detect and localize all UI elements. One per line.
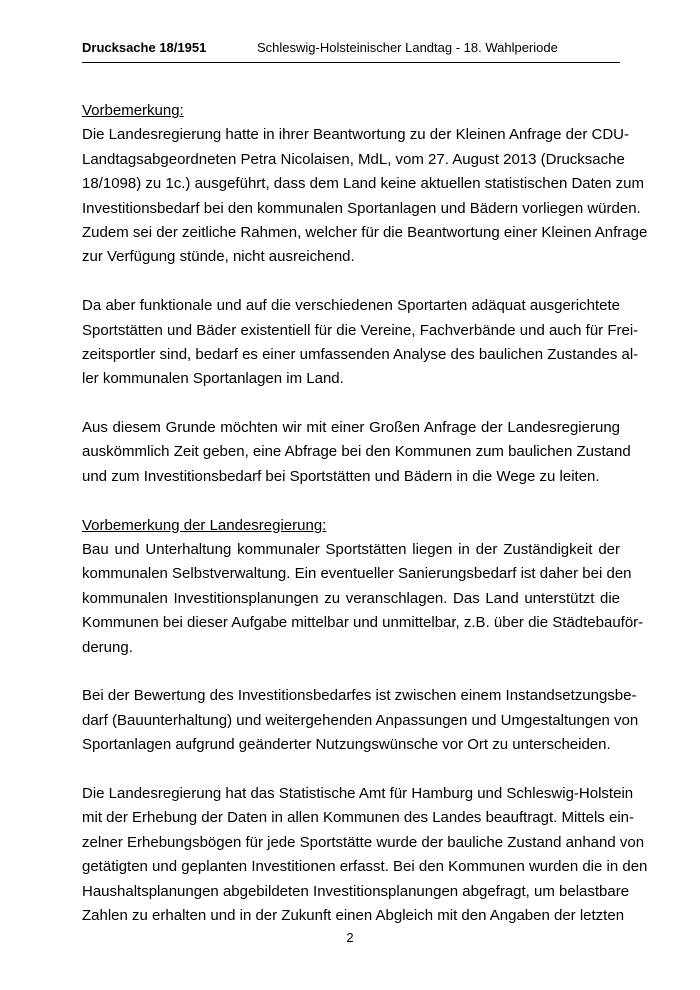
paragraph-spacer — [82, 660, 620, 684]
parliament-title: Schleswig-Holsteinischer Landtag - 18. Wahlperiode — [257, 40, 558, 55]
text-line: zur Verfügung stünde, nicht ausreichend. — [82, 248, 355, 266]
text-line: Zahlen zu erhalten und in der Zukunft einen Abgleich mit den Angaben der letzten — [82, 906, 625, 924]
text-line: Landtagsabgeordneten Petra Nicolaisen, MdL, vom 27. August 2013 (Drucksache — [82, 150, 625, 168]
text-line: Sportanlagen aufgrund geänderter Nutzungswünsche vor Ort zu unterscheiden. — [82, 736, 611, 754]
text-line: Aus diesem Grunde möchten wir mit einer Großen Anfrage der Landesregierung — [82, 419, 620, 437]
document-number: Drucksache 18/1951 — [82, 40, 207, 55]
text-line: mit der Erhebung der Daten in allen Kommunen des Landes beauftragt. Mittels ein- — [82, 809, 634, 827]
text-line: kommunalen Investitionsplanungen zu veranschlagen. Das Land unterstützt die — [82, 589, 620, 607]
text-line: ler kommunalen Sportanlagen im Land. — [82, 370, 344, 388]
text-line: Investitionsbedarf bei den kommunalen Sportanlagen und Bädern vorliegen würden. — [82, 199, 641, 217]
text-line: getätigten und geplanten Investitionen erfasst. Bei den Kommunen wurden die in den — [82, 858, 648, 876]
page-number: 2 — [346, 930, 354, 945]
paragraph-spacer — [82, 270, 620, 294]
text-line: darf (Bauunterhaltung) und weitergehenden Anpassungen und Umgestaltungen von — [82, 711, 639, 729]
text-line: Kommunen bei dieser Aufgabe mittelbar und unmittelbar, z.B. über die Städtebauför- — [82, 614, 644, 632]
text-line: Die Landesregierung hatte in ihrer Beantwortung zu der Kleinen Anfrage der CDU- — [82, 126, 629, 144]
text-line: Haushaltsplanungen abgebildeten Investitionsplanungen abgefragt, um belastbare — [82, 882, 630, 900]
text-line: zeitsportler sind, bedarf es einer umfassenden Analyse des baulichen Zustandes al- — [82, 345, 639, 363]
text-line: Die Landesregierung hat das Statistische Amt für Hamburg und Schleswig-Holstein — [82, 784, 634, 802]
text-line: und zum Investitionsbedarf bei Sportstätten und Bädern in die Wege zu leiten. — [82, 467, 600, 485]
text-line: Bau und Unterhaltung kommunaler Sportstätten liegen in der Zuständigkeit der — [82, 541, 620, 559]
section-heading: Vorbemerkung der Landesregierung: — [82, 516, 327, 534]
page-header — [82, 36, 620, 63]
text-line: Sportstätten und Bäder existentiell für die Vereine, Fachverbände und auch für Frei- — [82, 321, 639, 339]
paragraph-spacer — [82, 758, 620, 782]
section-heading: Vorbemerkung: — [82, 102, 184, 119]
text-line: kommunalen Selbstverwaltung. Ein eventueller Sanierungsbedarf ist daher bei den — [82, 565, 632, 583]
text-line: Zudem sei der zeitliche Rahmen, welcher für die Beantwortung einer Kleinen Anfrage — [82, 223, 648, 241]
section-spacer — [82, 489, 620, 513]
text-line: derung. — [82, 638, 133, 656]
text-line: auskömmlich Zeit geben, eine Abfrage bei den Kommunen zum baulichen Zustand — [82, 443, 631, 461]
text-line: 18/1098) zu 1c.) ausgeführt, dass dem Land keine aktuellen statistischen Daten zum — [82, 175, 644, 193]
paragraph-spacer — [82, 392, 620, 416]
document-body — [82, 99, 648, 928]
text-line: zelner Erhebungsbögen für jede Sportstätte wurde der bauliche Zustand anhand von — [82, 833, 645, 851]
text-line: Bei der Bewertung des Investitionsbedarfes ist zwischen einem Instandsetzungsbe- — [82, 687, 637, 705]
text-line: Da aber funktionale und auf die verschiedenen Sportarten adäquat ausgerichtete — [82, 297, 620, 315]
